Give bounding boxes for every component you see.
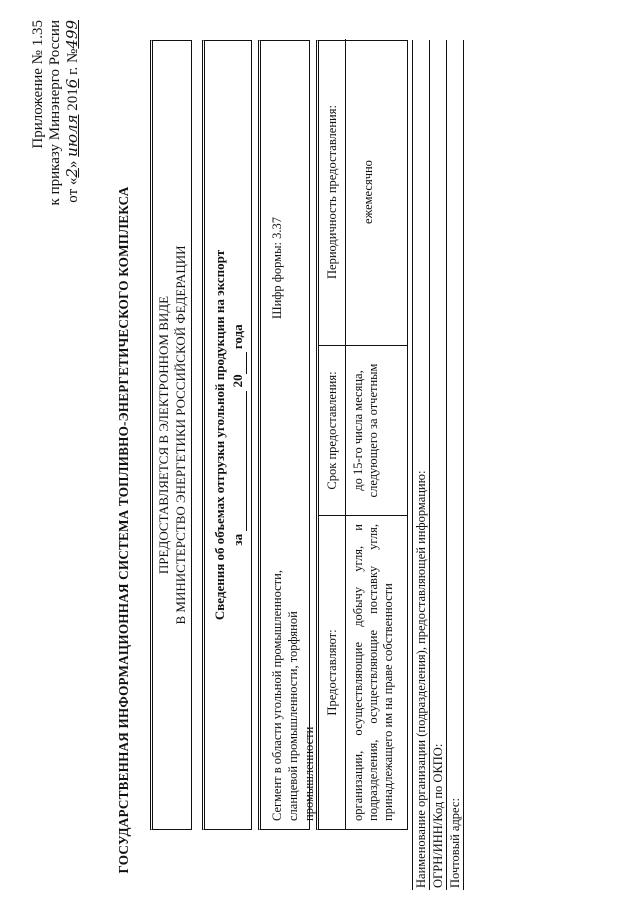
- column-header: Срок предоставления:: [319, 346, 346, 515]
- handwritten-year-digit: 6: [63, 78, 81, 89]
- column-frequency: [319, 39, 407, 345]
- submission-line-2: В МИНИСТЕРСТВО ЭНЕРГЕТИКИ РОССИЙСКОЙ ФЕДЕРАЦИИ: [173, 245, 188, 625]
- ogrn-field[interactable]: ОГРН/ИНН/Код по ОКПО:: [430, 40, 447, 890]
- report-period: за 20 года: [230, 324, 245, 546]
- handwritten-order-number: 499: [63, 20, 81, 49]
- report-title-box: [202, 40, 252, 830]
- address-field[interactable]: Почтовый адрес:: [447, 40, 464, 890]
- column-deadline: [319, 345, 407, 515]
- form-code: Шифр формы: 3.37: [270, 217, 284, 319]
- appendix-order: к приказу Минэнерго России: [47, 20, 63, 206]
- submission-notice: [150, 40, 192, 830]
- appendix-date: от «2» июля 2016 г. №499: [63, 20, 81, 203]
- column-value: организации, осуществляющие добычу угля, и подразделения, осуществляющие поставку угля, принадлежащего им на праве собственности: [351, 524, 395, 821]
- segment-box: [258, 40, 316, 830]
- submission-line-1: ПРЕДОСТАВЛЯЕТСЯ В ЭЛЕКТРОННОМ ВИДЕ: [156, 295, 171, 575]
- appendix-header: [30, 20, 82, 255]
- submission-table: [316, 40, 408, 830]
- period-blank[interactable]: [232, 391, 247, 531]
- segment-text: Сегмент в области угольной промышленности, сланцевой промышленности, торфяной промышленности: [270, 570, 316, 821]
- organization-details: [412, 40, 464, 890]
- handwritten-month: июля: [63, 114, 81, 157]
- appendix-number: Приложение № 1.35: [30, 20, 46, 149]
- handwritten-day: 2: [63, 168, 81, 178]
- document-title: ГОСУДАРСТВЕННАЯ ИНФОРМАЦИОННАЯ СИСТЕМА ТОПЛИВНО-ЭНЕРГЕТИЧЕСКОГО КОМПЛЕКСА: [116, 186, 131, 874]
- column-header: Периодичность предоставления:: [319, 39, 346, 345]
- column-header: Предоставляют:: [319, 516, 346, 829]
- report-title: Сведения об объемах отгрузки угольной продукции на экспорт: [212, 249, 227, 621]
- column-value: до 15-го числа месяца, следующего за отчетным: [351, 363, 380, 498]
- column-value: ежемесячно: [361, 160, 375, 224]
- org-name-field[interactable]: Наименование организации (подразделения), предоставляющей информацию:: [412, 40, 430, 890]
- column-submitters: [319, 515, 407, 829]
- year-blank[interactable]: [232, 352, 247, 374]
